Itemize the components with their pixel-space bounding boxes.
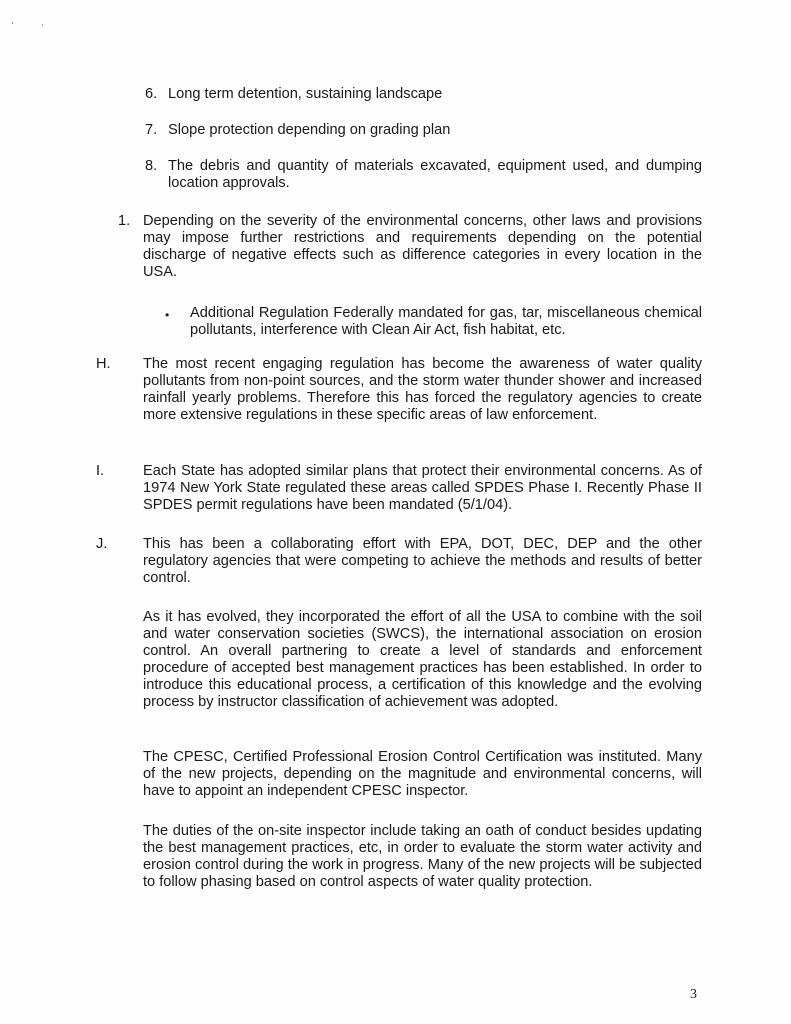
section-j-paragraph: The CPESC, Certified Professional Erosion Control Certification was instituted. Many of the new projects, depending on the magnitude and environmental concerns, will have to appoint an independent CPESC inspector. xyxy=(143,749,702,799)
list-item-number: 8. xyxy=(145,158,158,174)
list-item-text: Slope protection depending on grading plan xyxy=(168,122,451,138)
section-letter: I. xyxy=(96,463,105,479)
list-item-text: Depending on the severity of the environmental concerns, other laws and provisions may impose further restrictions and requirements depending on the potential discharge of negative effects such as difference categories in every location in the USA. xyxy=(143,213,702,280)
section-h-text: The most recent engaging regulation has become the awareness of water quality pollutants from non-point sources, and the storm water thunder shower and increased rainfall yearly problems. Therefore this has forced the regulatory agencies to create more extensive regulations in these specific areas of law enforcement. xyxy=(143,356,702,423)
bullet-icon: • xyxy=(165,308,170,322)
page-number: 3 xyxy=(690,987,697,1002)
section-letter: J. xyxy=(96,536,108,552)
bullet-text: Additional Regulation Federally mandated for gas, tar, miscellaneous chemical pollutants, interference with Clean Air Act, fish habitat, etc. xyxy=(190,305,702,338)
list-item-text: Long term detention, sustaining landscape xyxy=(168,86,443,102)
scan-speck xyxy=(42,24,43,26)
list-item-number: 6. xyxy=(145,86,158,102)
section-i-text: Each State has adopted similar plans that protect their environmental concerns. As of 1974 New York State regulated these areas called SPDES Phase I. Recently Phase II SPDES permit regulations have been mandated (5/1/04). xyxy=(143,463,702,513)
scan-speck xyxy=(12,22,13,24)
list-item-number: 7. xyxy=(145,122,158,138)
section-j-paragraph: The duties of the on-site inspector include taking an oath of conduct besides updating the best management practices, etc, in order to evaluate the storm water activity and erosion control during the work in progress. Many of the new projects will be subjected to follow phasing based on control aspects of water quality protection. xyxy=(143,823,702,890)
list-item-number: 1. xyxy=(118,213,131,229)
section-letter: H. xyxy=(96,356,111,372)
section-j-paragraph: This has been a collaborating effort with EPA, DOT, DEC, DEP and the other regulatory agencies that were competing to achieve the methods and results of better control. xyxy=(143,536,702,586)
list-item-text: The debris and quantity of materials excavated, equipment used, and dumping location approvals. xyxy=(168,158,702,191)
section-j-paragraph: As it has evolved, they incorporated the effort of all the USA to combine with the soil and water conservation societies (SWCS), the international association on erosion control. An overall partnering to create a level of standards and enforcement procedure of accepted best management practices has been established. In order to introduce this educational process, a certification of this knowledge and the evolving process by instructor classification of achievement was adopted. xyxy=(143,609,702,710)
